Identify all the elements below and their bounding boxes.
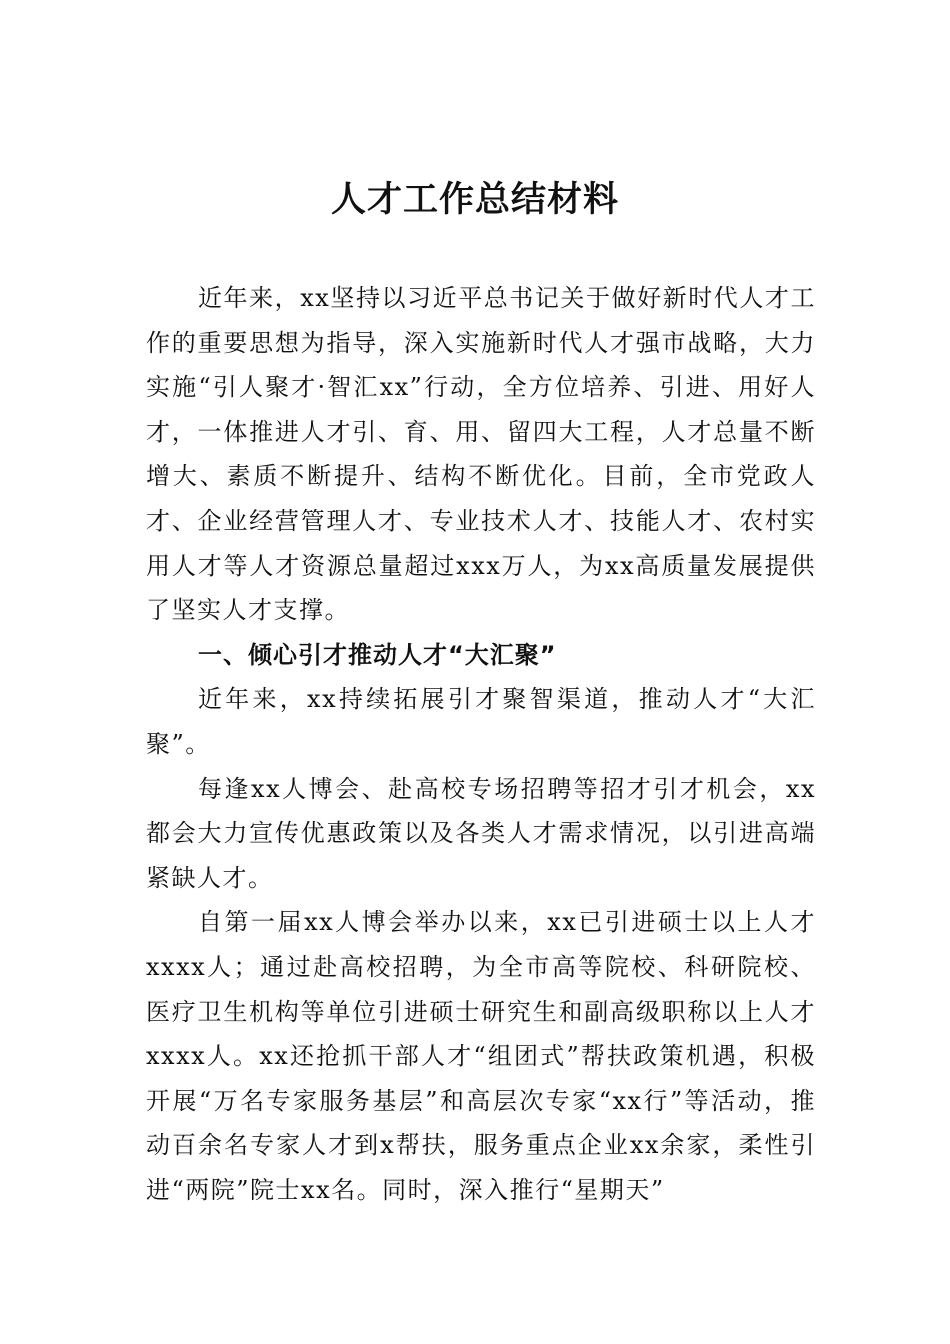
section-paragraph: 每逢xx人博会、赴高校专场招聘等招才引才机会，xx都会大力宣传优惠政策以及各类人才需求情况，以引进高端紧缺人才。 bbox=[146, 774, 816, 892]
page-title: 人才工作总结材料 bbox=[330, 180, 619, 220]
section-paragraph: 近年来，xx持续拓展引才聚智渠道，推动人才“大汇聚”。 bbox=[146, 685, 816, 758]
intro-paragraph: 近年来，xx坚持以习近平总书记关于做好新时代人才工作的重要思想为指导，深入实施新时代人才强市战略，大力实施“引人聚才·智汇xx”行动，全方位培养、引进、用好人才，一体推进人才引、育、用、留四大工程，人才总量不断增大、素质不断提升、结构不断优化。目前，全市党政人才、企业经营管理人才、专业技术人才、技能人才、农村实用人才等人才资源总量超过xxx万人，为xx高质量发展提供了坚实人才支撑。 bbox=[146, 284, 816, 625]
section-heading: 一、倾心引才推动人才“大汇聚” bbox=[198, 640, 557, 669]
section-paragraph: 自第一届xx人博会举办以来，xx已引进硕士以上人才xxxx人；通过赴高校招聘，为全市高等院校、科研院校、医疗卫生机构等单位引进硕士研究生和副高级职称以上人才xxxx人。xx还抢抓干部人才“组团式”帮扶政策机遇，积极开展“万名专家服务基层”和高层次专家“xx行”等活动，推动百余名专家人才到x帮扶，服务重点企业xx余家，柔性引进“两院”院士xx名。同时，深入推行“星期天” bbox=[146, 908, 816, 1204]
document-body bbox=[146, 276, 816, 1212]
